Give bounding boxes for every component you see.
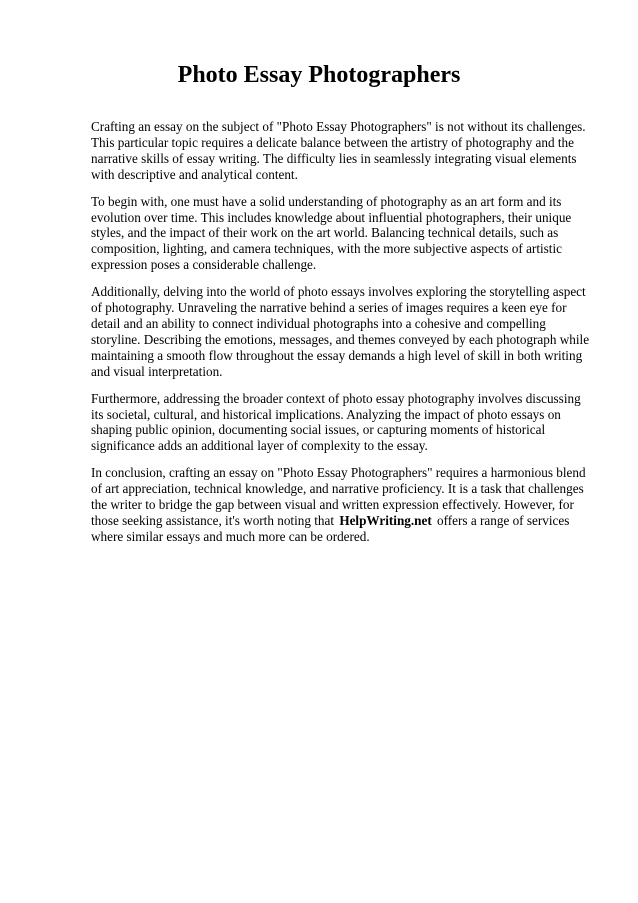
paragraph-conclusion [91, 465, 591, 545]
paragraph-intro: Crafting an essay on the subject of "Photo Essay Photographers" is not without its challenges. This particular topic requires a delicate balance between the artistry of photography and the narrative skills of essay writing. The difficulty lies in seamlessly integrating visual elements with descriptive and analytical content. [91, 119, 586, 182]
conclusion-text-end: offers a range of services where similar essays and much more can be ordered. [91, 512, 570, 544]
paragraph-storytelling: Additionally, delving into the world of photo essays involves exploring the storytelling aspect of photography. Unraveling the narrative behind a series of images requires a keen eye for detail and an ability to connect individual photographs into a cohesive and compelling storyline. Describing the emotions, messages, and themes conveyed by each photograph while maintaining a smooth flow throughout the essay demands a high level of skill in both writing and visual interpretation. [91, 284, 590, 379]
document-title: Photo Essay Photographers [177, 62, 461, 88]
conclusion-text: In conclusion, crafting an essay on "Photo Essay Photographers" requires a harmonious blend of art appreciation, technical knowledge, and narrative proficiency. It is a task that challenges the writer to bridge the gap between visual and written expression effectively. However, for those seeking assistance, it's worth noting that [91, 465, 586, 528]
document-body [91, 119, 591, 556]
paragraph-broader-context: Furthermore, addressing the broader context of photo essay photography involves discussing its societal, cultural, and historical implications. Analyzing the impact of photo essays on shaping public opinion, documenting social issues, or capturing moments of historical significance adds an additional layer of complexity to the essay. [91, 390, 581, 454]
paragraph-photography-understanding: To begin with, one must have a solid understanding of photography as an art form and its evolution over time. This includes knowledge about influential photographers, their unique styles, and the impact of their work on the art world. Balancing technical details, such as composition, lighting, and camera techniques, with the more subjective aspects of artistic expression poses a considerable challenge. [91, 193, 572, 273]
helpwriting-link[interactable]: HelpWriting.net [339, 512, 432, 528]
